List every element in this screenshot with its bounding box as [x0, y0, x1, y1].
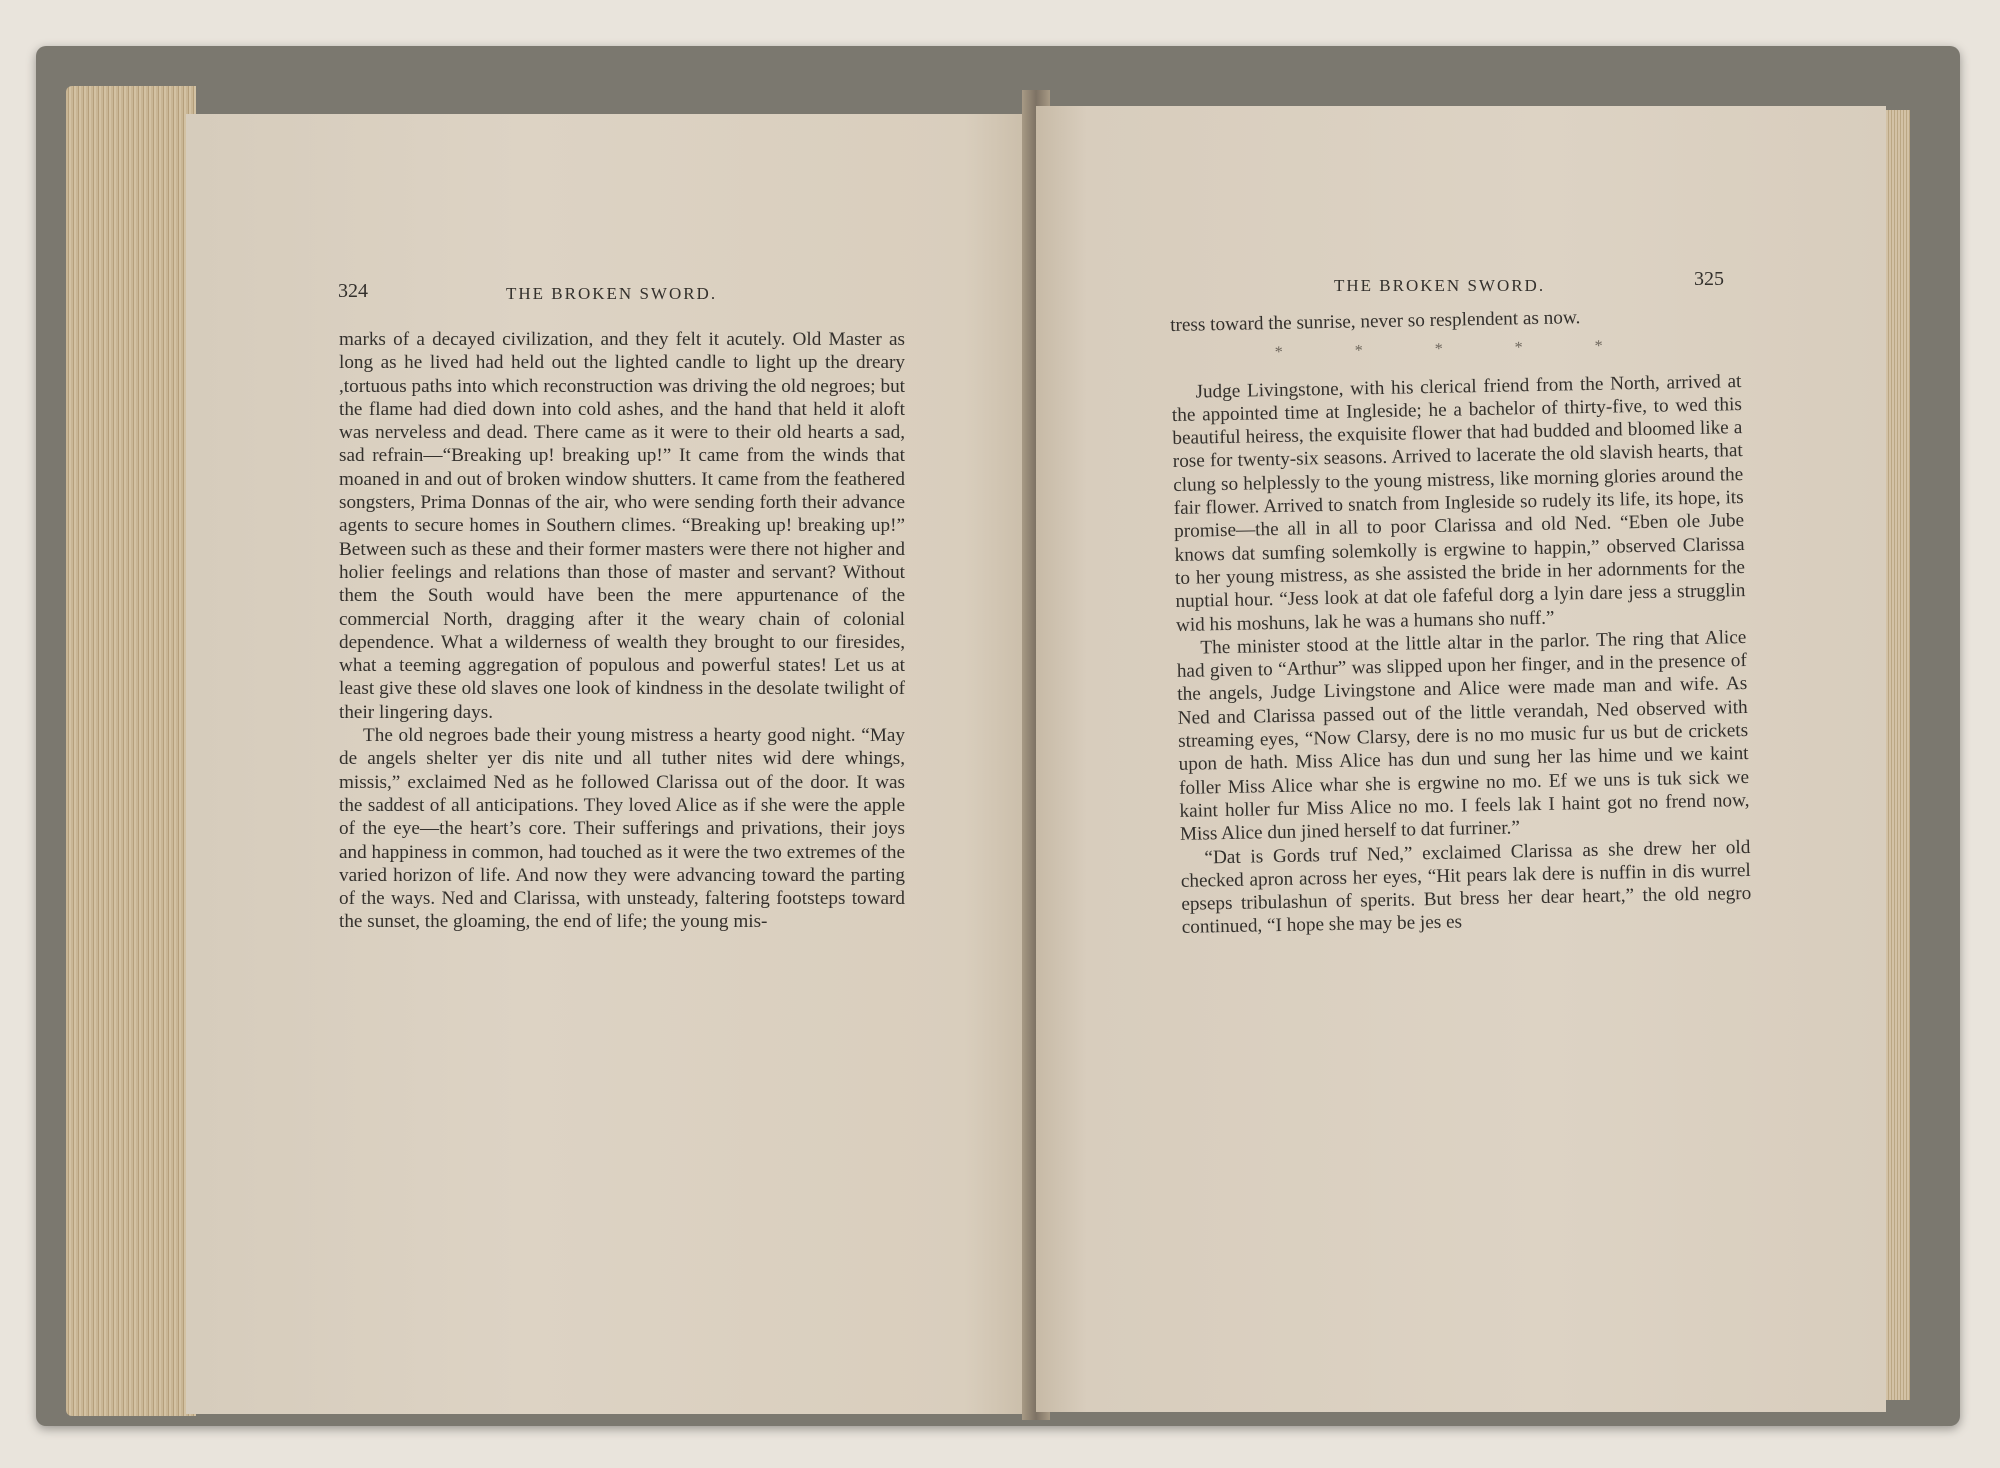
section-break: * * * * *	[1274, 337, 1637, 362]
right-running-head	[1036, 268, 1886, 306]
left-page	[186, 114, 1032, 1414]
left-running-head	[186, 280, 1032, 314]
right-paragraph-3: “Dat is Gords truf Ned,” exclaimed Clarissa as she drew her old checked apron across her eyes, “Hit pears lak dere is nuffin in dis wurrel epseps tribulashun of sperits. But bress her dear heart,” the old negro continued, “I hope she may be jes es	[1180, 836, 1752, 939]
right-page-number: 325	[1694, 268, 1724, 290]
left-paragraph-2: The old negroes bade their young mistress a hearty good night. “May de angels shelter yer dis nite und all tuther nites wid dere whings, missis,” exclaimed Ned as he followed Clarissa out of the door. It was the saddest of all anticipations. They loved Alice as if she were the apple of the eye—the heart’s core. Their sufferings and privations, their joys and happiness in common, had touched as it were the two extremes of the varied horizon of life. And now they were advancing toward the parting of the ways. Ned and Clarissa, with unsteady, faltering footsteps toward the sunset, the gloaming, the end of life; the young mis-	[339, 725, 905, 933]
left-body-text	[339, 328, 905, 934]
right-running-title: THE BROKEN SWORD.	[1334, 276, 1546, 295]
right-paragraph-2: The minister stood at the little altar in the parlor. The ring that Alice had given to “Arthur” was slipped upon her finger, and in the presence of the angels, Judge Livingstone and Alice were made man and wife. As Ned and Clarissa passed out of the little verandah, Ned observed with streaming eyes, “Now Clarsy, dere is no mo music fur us but de crickets upon de hath. Miss Alice has dun und sung her las hime und we kaint foller Miss Alice whar she is ergwine no mo. Ef we uns is tuk sick we kaint holler fur Miss Alice no mo. I feels lak I haint got no frend now, Miss Alice dun jined herself to dat furriner.”	[1176, 626, 1750, 846]
left-page-number: 324	[338, 280, 368, 302]
right-paragraph-1: Judge Livingstone, with his clerical friend from the North, arrived at the appointed time at Ingleside; he a bachelor of thirty-five, to wed this beautiful heiress, the exquisite flower that had budded and bloomed like a rose for twenty-six seasons. Arrived to lacerate the old slavish hearts, that clung so helplessly to the young mistress, like morning glories around the fair flower. Arrived to snatch from Ingleside so rudely its life, its hope, its promise—the all in all to poor Clarissa and old Ned. “Eben ole Jube knows dat sumfing solemkolly is ergwine to happin,” observed Clarissa to her young mistress, as she assisted the bride in her adornments for the nuptial hour. “Jess look at dat ole fafeful dorg a lyin dare jess a strugglin wid his moshuns, lak he was a humans sho nuff.”	[1171, 370, 1746, 636]
right-first-line: tress toward the sunrise, never so resplendent as now.	[1170, 307, 1581, 336]
left-running-title: THE BROKEN SWORD.	[506, 284, 718, 303]
left-paragraph-1: marks of a decayed civilization, and they felt it acutely. Old Master as long as he lived had held out the lighted candle to light up the dreary ,tortuous paths into which reconstruction was driving the old negroes; but the flame had died down into cold ashes, and the hand that held it aloft was nerveless and dead. There came as it were to their old hearts a sad, sad refrain—“Breaking up! breaking up!” It came from the winds that moaned in and out of broken window shutters. It came from the feathered songsters, Prima Donnas of the air, who were sending forth their advance agents to secure homes in Southern climes. “Breaking up! breaking up!” Between such as these and their former masters were there not higher and holier feelings and relations than those of master and servant? Without them the South would have been the mere appurtenance of the commercial North, dragging after it the weary chain of colonial dependence. What a wilderness of wealth they brought to our firesides, what a teeming aggregation of populous and powerful states! Let us at least give these old slaves one look of kindness in the desolate twilight of their lingering days.	[339, 329, 905, 723]
right-body-text	[1170, 303, 1752, 940]
right-page	[1036, 106, 1886, 1412]
page-edges-left	[66, 86, 196, 1416]
